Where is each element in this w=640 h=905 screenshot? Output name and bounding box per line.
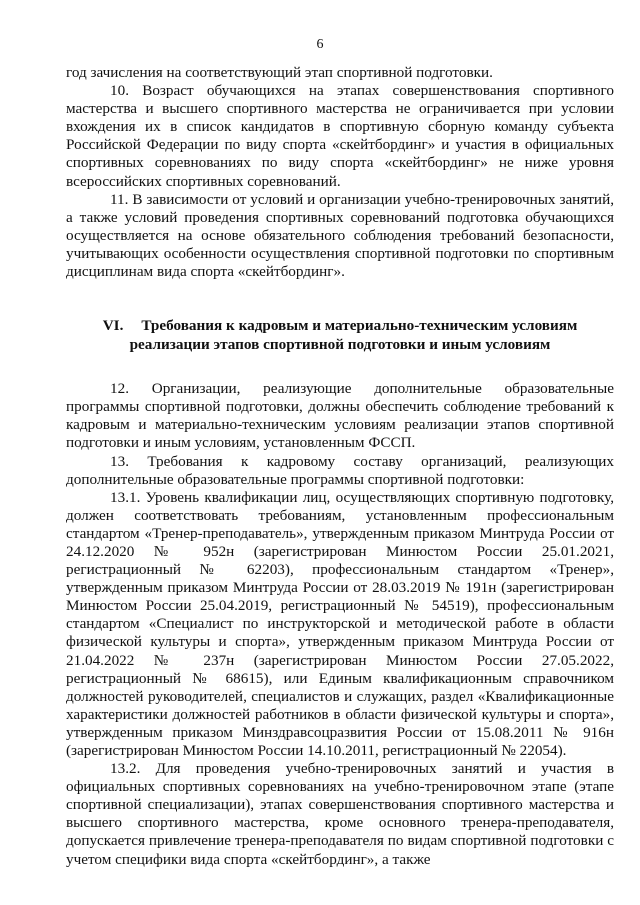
paragraph-10: 10. Возраст обучающихся на этапах совершенствования спортивного мастерства и высшего спортивного мастерства не ограничивается при условии вхождения их в список кандидатов в спортивную сборную команду субъекта Российской Федерации по виду спорта «скейтбординг» и участия в официальных спортивных соревнованиях по виду спорта «скейтбординг» не ниже уровня всероссийских спортивных соревнований.	[66, 82, 614, 190]
section-heading	[66, 317, 614, 354]
section-spacer	[66, 281, 614, 317]
paragraph-11: 11. В зависимости от условий и организации учебно-тренировочных занятий, а также условий проведения спортивных соревнований подготовка обучающихся осуществляется на основе обязательного соблюдения требований безопасности, учитывающих особенности осуществления спортивной подготовки по спортивным дисциплинам вида спорта «скейтбординг».	[66, 190, 614, 281]
paragraph-13-2: 13.2. Для проведения учебно-тренировочных занятий и участия в официальных спортивных соревнованиях на учебно-тренировочном этапе (этапе спортивной специализации), этапах совершенствования спортивного мастерства и высшего спортивного мастерства, кроме основного тренера-преподавателя, допускается привлечение тренера-преподавателя по видам спортивной подготовки с учетом специфики вида спорта «скейтбординг», а также	[66, 760, 614, 868]
paragraph-continuation: год зачисления на соответствующий этап спортивной подготовки.	[66, 64, 493, 81]
section-heading-line1	[66, 317, 614, 336]
section-number: VI.	[102, 317, 124, 335]
paragraph-12: 12. Организации, реализующие дополнительные образовательные программы спортивной подготовки, должны обеспечить соблюдение требований к кадровым и материально-техническим условиям реализации этапов спортивной подготовки и иным условиям, установленным ФССП.	[66, 380, 614, 452]
document-body	[66, 64, 614, 869]
page-number: 6	[316, 37, 324, 52]
section-title-line1: Требования к кадровым и материально-техническим условиям	[141, 317, 578, 335]
paragraph-13-1: 13.1. Уровень квалификации лиц, осуществляющих спортивную подготовку, должен соответствовать требованиям, установленным профессиональным стандартом «Тренер-преподаватель», утвержденным приказом Минтруда России от 24.12.2020 № 952н (зарегистрирован Минюстом России 25.01.2021, регистрационный № 62203), профессиональным стандартом «Тренер», утвержденным приказом Минтруда России от 28.03.2019 № 191н (зарегистрирован Минюстом России 25.04.2019, регистрационный № 54519), профессиональным стандартом «Специалист по инструкторской и методической работе в области физической культуры и спорта», утвержденным приказом Минтруда России от 21.04.2022 № 237н (зарегистрирован Минюстом России 27.05.2022, регистрационный № 68615), или Единым квалификационным справочником должностей руководителей, специалистов и служащих, раздел «Квалификационные характеристики должностей работников в области физической культуры и спорта», утвержденным приказом Минздравсоцразвития России от 15.08.2011 № 916н (зарегистрирован Минюстом России 14.10.2011, регистрационный № 22054).	[66, 488, 614, 759]
paragraph-13: 13. Требования к кадровому составу организаций, реализующих дополнительные образовательные программы спортивной подготовки:	[66, 452, 614, 488]
heading-gap	[66, 354, 614, 380]
section-title-line2: реализации этапов спортивной подготовки и иным условиям	[129, 335, 551, 353]
